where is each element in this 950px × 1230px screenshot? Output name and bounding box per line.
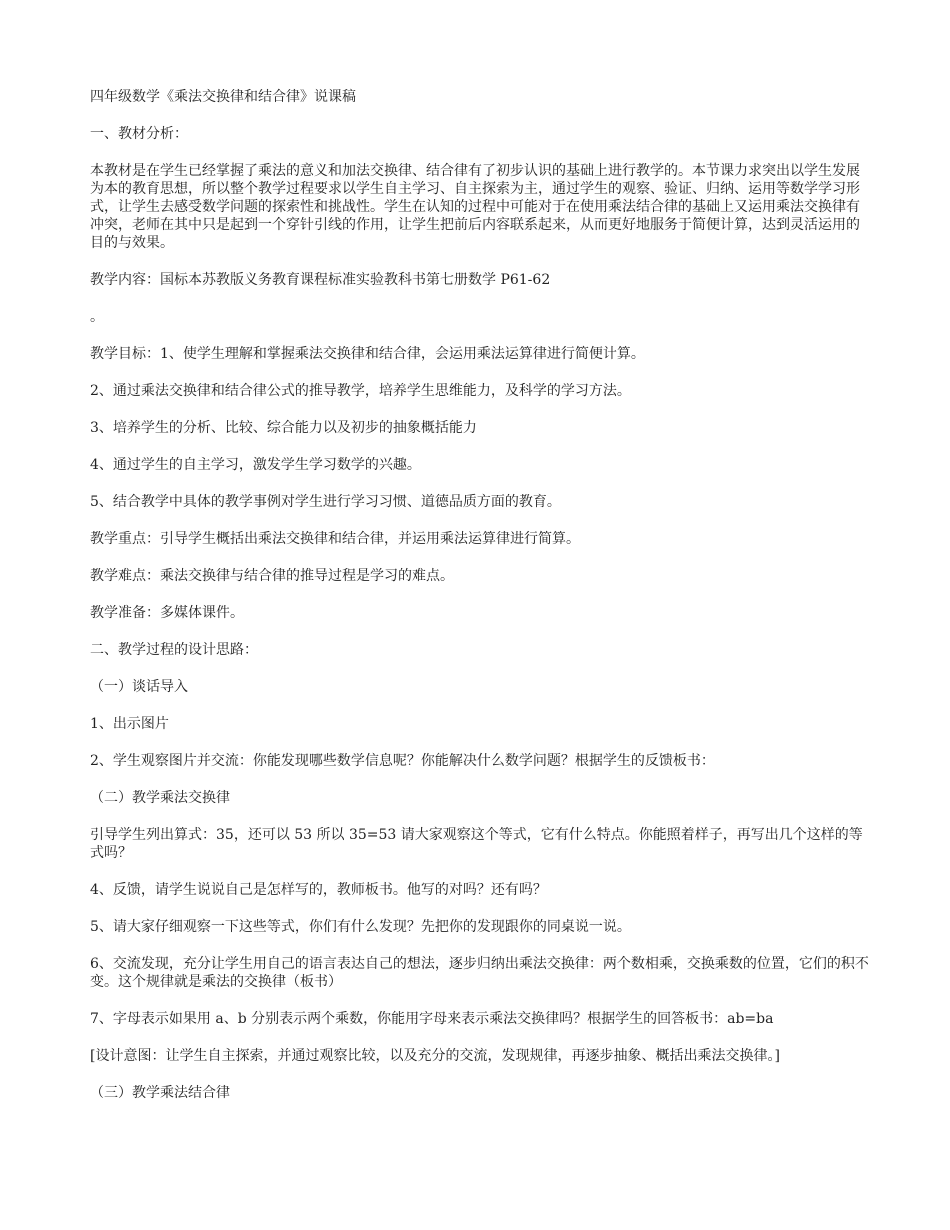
- teaching-key-point: 教学重点：引导学生概括出乘法交换律和结合律，并运用乘法运算律进行简算。: [90, 531, 580, 547]
- section-heading-process: 二、教学过程的设计思路：: [90, 642, 258, 658]
- design-intent: [设计意图：让学生自主探索，并通过观察比较，以及充分的交流，发现规律，再逐步抽象、概括出乘法交换律。]: [90, 1048, 780, 1064]
- teaching-goal-4: 4、通过学生的自主学习，激发学生学习数学的兴趣。: [90, 457, 421, 473]
- step-2: 2、学生观察图片并交流：你能发现哪些数学信息呢？你能解决什么数学问题？根据学生的反馈板书：: [90, 753, 715, 769]
- step-6: 6、交流发现，充分让学生用自己的语言表达自己的想法，逐步归纳出乘法交换律：两个数相乘，交换乘数的位置，它们的积不变。这个规律就是乘法的交换律（板书）: [90, 956, 869, 990]
- guide-paragraph: 引导学生列出算式：35，还可以 53 所以 35=53 请大家观察这个等式，它有什么特点。你能照着样子，再写出几个这样的等式吗？: [90, 827, 863, 861]
- teaching-goal-3: 3、培养学生的分析、比较、综合能力以及初步的抽象概括能力: [90, 420, 477, 436]
- part-heading-associative: （三）教学乘法结合律: [90, 1085, 230, 1101]
- teaching-content: 教学内容：国标本苏教版义务教育课程标准实验教科书第七册数学 P61-62: [90, 272, 551, 288]
- teaching-goal-5: 5、结合教学中具体的教学事例对学生进行学习习惯、道德品质方面的教育。: [90, 494, 561, 510]
- document-page: [90, 88, 870, 1102]
- section-heading-material-analysis: 一、教材分析：: [90, 126, 188, 142]
- part-heading-commutative: （二）教学乘法交换律: [90, 790, 230, 806]
- part-heading-intro-talk: （一）谈话导入: [90, 679, 188, 695]
- teaching-content-end: 。: [90, 309, 104, 325]
- teaching-difficulty: 教学难点：乘法交换律与结合律的推导过程是学习的难点。: [90, 568, 454, 584]
- step-1: 1、出示图片: [90, 716, 169, 732]
- document-title: 四年级数学《乘法交换律和结合律》说课稿: [90, 89, 356, 105]
- intro-paragraph: 本教材是在学生已经掌握了乘法的意义和加法交换律、结合律有了初步认识的基础上进行教学的。本节课力求突出以学生发展为本的教育思想，所以整个教学过程要求以学生自主学习、自主探索为主，通过学生的观察、验证、归纳、运用等数学学习形式，让学生去感受数学问题的探索性和挑战性。学生在认知的过程中可能对于在使用乘法结合律的基础上又运用乘法交换律有冲突，老师在其中只是起到一个穿针引线的作用，让学生把前后内容联系起来，从而更好地服务于简便计算，达到灵活运用的目的与效果。: [90, 163, 860, 251]
- teaching-preparation: 教学准备：多媒体课件。: [90, 605, 244, 621]
- step-5: 5、请大家仔细观察一下这些等式，你们有什么发现？先把你的发现跟你的同桌说一说。: [90, 919, 631, 935]
- teaching-goal-1: 教学目标：1、使学生理解和掌握乘法交换律和结合律，会运用乘法运算律进行简便计算。: [90, 346, 645, 362]
- step-7: 7、字母表示如果用 a、b 分别表示两个乘数，你能用字母来表示乘法交换律吗？根据学生的回答板书：ab=ba: [90, 1011, 774, 1027]
- step-4: 4、反馈，请学生说说自己是怎样写的，教师板书。他写的对吗？还有吗？: [90, 882, 547, 898]
- teaching-goal-2: 2、通过乘法交换律和结合律公式的推导教学，培养学生思维能力，及科学的学习方法。: [90, 383, 631, 399]
